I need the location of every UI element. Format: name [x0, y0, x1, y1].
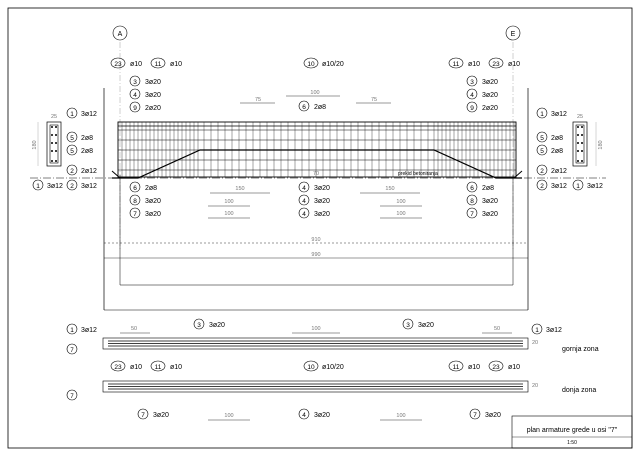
svg-text:2ø20: 2ø20	[145, 105, 161, 112]
svg-text:1: 1	[36, 183, 40, 190]
svg-text:1: 1	[70, 111, 74, 118]
bottom-row	[138, 409, 501, 420]
svg-text:3ø12: 3ø12	[587, 183, 603, 190]
svg-text:50: 50	[130, 326, 138, 332]
svg-text:ø10: ø10	[170, 61, 183, 68]
section-right-labels	[537, 108, 603, 190]
svg-text:25: 25	[50, 114, 58, 120]
svg-text:1: 1	[535, 327, 539, 334]
svg-text:7: 7	[70, 394, 74, 400]
svg-text:23: 23	[492, 61, 500, 68]
svg-text:100: 100	[224, 413, 234, 419]
svg-text:7: 7	[473, 412, 477, 419]
svg-text:100: 100	[396, 413, 406, 419]
svg-text:7: 7	[470, 211, 474, 218]
section-right	[573, 114, 604, 166]
svg-text:1: 1	[540, 111, 544, 118]
section-left	[32, 114, 61, 166]
svg-text:100: 100	[310, 90, 320, 96]
svg-text:2ø8: 2ø8	[551, 135, 564, 142]
svg-text:7: 7	[70, 348, 74, 354]
center-top-callout	[240, 90, 391, 111]
callout-10-center	[304, 58, 344, 68]
svg-text:11: 11	[452, 61, 460, 68]
svg-text:7: 7	[133, 211, 137, 218]
svg-text:ø10: ø10	[130, 364, 143, 371]
svg-text:990: 990	[311, 252, 321, 258]
svg-text:3ø20: 3ø20	[145, 79, 161, 86]
svg-text:5: 5	[70, 148, 74, 155]
page-frame	[8, 8, 632, 448]
section-left-labels	[33, 108, 97, 190]
svg-text:9: 9	[133, 105, 137, 112]
drawing-title: plan armature grede u osi "7"	[526, 427, 618, 434]
svg-text:3ø20: 3ø20	[482, 79, 498, 86]
svg-text:3ø20: 3ø20	[145, 92, 161, 99]
svg-text:3: 3	[406, 322, 410, 329]
lower-callouts-left	[130, 182, 161, 218]
svg-text:3ø20: 3ø20	[314, 198, 330, 205]
svg-text:180: 180	[598, 140, 604, 150]
svg-text:donja zona: donja zona	[562, 387, 597, 394]
svg-text:2ø8: 2ø8	[145, 185, 158, 192]
svg-text:3ø20: 3ø20	[145, 211, 161, 218]
svg-text:gornja zona: gornja zona	[562, 346, 599, 353]
joint-label: prekid betoniranja	[398, 171, 438, 177]
svg-text:3ø20: 3ø20	[145, 198, 161, 205]
callout-23-left	[111, 58, 142, 68]
drawing-scale: 1:50	[567, 440, 577, 446]
svg-text:910: 910	[311, 237, 321, 243]
svg-text:3: 3	[470, 79, 474, 86]
lower-zone	[67, 381, 596, 400]
svg-text:11: 11	[452, 364, 460, 371]
svg-text:100: 100	[224, 211, 234, 217]
svg-text:3ø20: 3ø20	[314, 185, 330, 192]
svg-text:2ø8: 2ø8	[81, 148, 94, 155]
lower-callouts-right	[467, 182, 498, 218]
svg-text:50: 50	[493, 326, 501, 332]
svg-text:3ø12: 3ø12	[81, 183, 97, 190]
svg-text:3ø12: 3ø12	[551, 183, 567, 190]
svg-text:2ø8: 2ø8	[314, 104, 327, 111]
svg-text:75: 75	[370, 97, 378, 103]
svg-text:1: 1	[576, 183, 580, 190]
svg-text:3ø12: 3ø12	[81, 327, 97, 334]
svg-text:ø10: ø10	[508, 364, 521, 371]
callout-11-left	[151, 58, 182, 68]
svg-text:2ø8: 2ø8	[81, 135, 94, 142]
upper-zone	[67, 319, 599, 354]
svg-text:100: 100	[224, 199, 234, 205]
svg-text:6: 6	[302, 104, 306, 111]
svg-text:10: 10	[307, 61, 315, 68]
svg-text:8: 8	[470, 198, 474, 205]
svg-text:3ø12: 3ø12	[546, 327, 562, 334]
svg-text:3: 3	[133, 79, 137, 86]
svg-text:3ø20: 3ø20	[485, 412, 501, 419]
svg-text:4: 4	[133, 92, 137, 99]
svg-text:ø10: ø10	[468, 364, 481, 371]
svg-text:3ø12: 3ø12	[551, 111, 567, 118]
svg-text:2ø8: 2ø8	[482, 185, 495, 192]
svg-text:100: 100	[396, 211, 406, 217]
mid-header	[111, 361, 520, 371]
svg-text:100: 100	[396, 199, 406, 205]
svg-text:9: 9	[470, 105, 474, 112]
axis-label-e: E	[510, 31, 516, 38]
svg-text:20: 20	[532, 340, 539, 346]
svg-text:4: 4	[302, 412, 306, 419]
svg-text:3ø12: 3ø12	[47, 183, 63, 190]
svg-text:ø10: ø10	[130, 61, 143, 68]
svg-text:3ø20: 3ø20	[153, 412, 169, 419]
top-header	[111, 58, 520, 68]
svg-text:2ø20: 2ø20	[482, 105, 498, 112]
svg-text:ø10/20: ø10/20	[322, 61, 344, 68]
svg-text:1: 1	[70, 327, 74, 334]
svg-text:3ø20: 3ø20	[418, 322, 434, 329]
svg-text:10: 10	[307, 364, 315, 371]
svg-text:2ø12: 2ø12	[551, 168, 567, 175]
svg-text:5: 5	[540, 135, 544, 142]
svg-text:23: 23	[114, 364, 122, 371]
svg-text:3ø20: 3ø20	[314, 211, 330, 218]
svg-text:6: 6	[470, 185, 474, 192]
svg-text:23: 23	[114, 61, 122, 68]
svg-text:2: 2	[540, 168, 544, 175]
svg-text:3ø12: 3ø12	[81, 111, 97, 118]
svg-text:8: 8	[133, 198, 137, 205]
svg-text:2: 2	[70, 168, 74, 175]
center-lower-callouts	[208, 182, 422, 218]
svg-text:3ø20: 3ø20	[314, 412, 330, 419]
svg-text:2: 2	[540, 183, 544, 190]
svg-text:ø10: ø10	[508, 61, 521, 68]
svg-text:ø10: ø10	[468, 61, 481, 68]
svg-text:4: 4	[302, 211, 306, 218]
svg-text:4: 4	[470, 92, 474, 99]
axis-label-a: A	[117, 31, 123, 38]
svg-text:ø10: ø10	[170, 364, 183, 371]
svg-text:75: 75	[254, 97, 262, 103]
svg-text:11: 11	[154, 61, 162, 68]
upper-callouts-right	[467, 76, 498, 112]
callout-23-right	[489, 58, 520, 68]
svg-text:2ø8: 2ø8	[551, 148, 564, 155]
svg-text:100: 100	[311, 326, 321, 332]
svg-text:3ø20: 3ø20	[482, 211, 498, 218]
svg-text:3ø20: 3ø20	[209, 322, 225, 329]
svg-text:2ø12: 2ø12	[81, 168, 97, 175]
svg-text:6: 6	[133, 185, 137, 192]
svg-text:2: 2	[70, 183, 74, 190]
svg-text:11: 11	[154, 364, 162, 371]
svg-text:150: 150	[385, 186, 395, 192]
svg-text:150: 150	[235, 186, 245, 192]
svg-text:23: 23	[492, 364, 500, 371]
svg-text:180: 180	[32, 140, 38, 150]
svg-text:4: 4	[302, 198, 306, 205]
upper-callouts-left	[130, 76, 161, 112]
svg-text:25: 25	[576, 114, 584, 120]
svg-text:3ø20: 3ø20	[482, 198, 498, 205]
svg-text:3ø20: 3ø20	[482, 92, 498, 99]
svg-text:7: 7	[141, 412, 145, 419]
svg-text:5: 5	[540, 148, 544, 155]
svg-text:20: 20	[532, 383, 539, 389]
callout-11-right	[449, 58, 480, 68]
reinforcement-cage	[112, 122, 522, 178]
svg-text:5: 5	[70, 135, 74, 142]
svg-text:3: 3	[197, 322, 201, 329]
svg-text:ø10/20: ø10/20	[322, 364, 344, 371]
svg-text:70: 70	[312, 171, 320, 177]
svg-text:4: 4	[302, 185, 306, 192]
